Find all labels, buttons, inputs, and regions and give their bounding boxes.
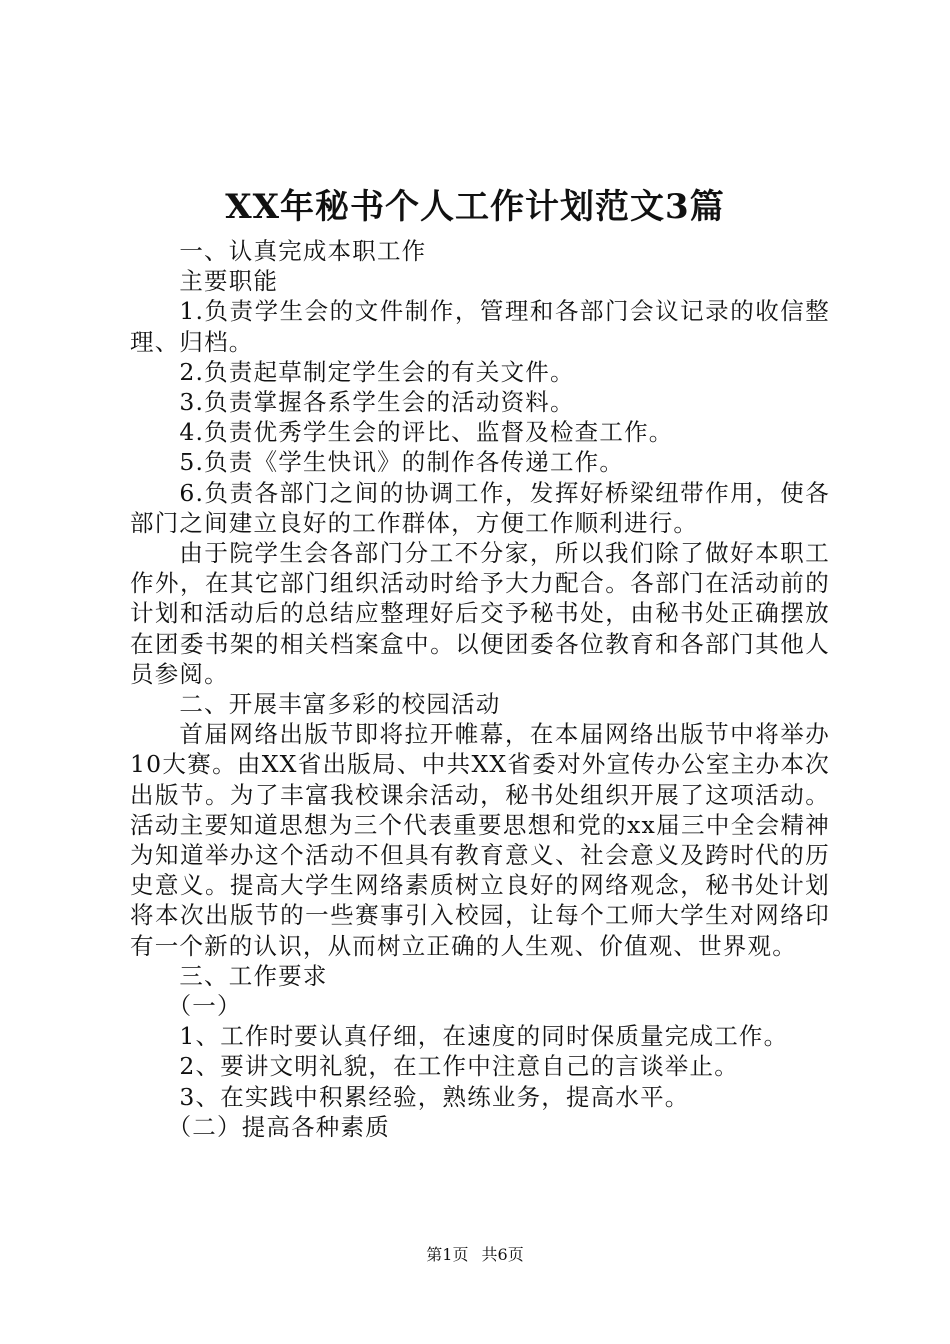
duty-item-2: 2.负责起草制定学生会的有关文件。 [179, 357, 575, 386]
requirement-item-3: 3、在实践中积累经验，熟练业务，提高水平。 [179, 1082, 690, 1111]
duty-item-1: 1.负责学生会的文件制作，管理和各部门会议记录的收信整理、归档。 [130, 297, 830, 356]
duty-item-3: 3.负责掌握各系学生会的活动资料。 [179, 388, 575, 417]
page-total: 共6页 [481, 1245, 524, 1264]
subheading-main-duties: 主要职能 [179, 267, 279, 296]
paragraph-cooperation: 由于院学生会各部门分工不分家，所以我们除了做好本职工作外，在其它部门组织活动时给予大力配合。各部门在活动前的计划和活动后的总结应整理好后交予秘书处，由秘书处正确摆放在团委书架的相关档案盒中。以便团委各位教育和各部门其他人员参阅。 [130, 539, 830, 688]
subsection-1-label: （一） [167, 992, 242, 1021]
page-footer [0, 1244, 950, 1266]
page-number: 第1页 [426, 1245, 469, 1264]
duty-item-6: 6.负责各部门之间的协调工作，发挥好桥梁纽带作用，使各部门之间建立良好的工作群体，方便工作顺利进行。 [130, 478, 830, 537]
section-heading-3: 三、工作要求 [179, 961, 328, 990]
requirement-item-2: 2、要讲文明礼貌，在工作中注意自己的言谈举止。 [179, 1052, 739, 1081]
document-body [130, 236, 830, 1142]
duty-item-4: 4.负责优秀学生会的评比、监督及检查工作。 [179, 418, 674, 447]
section-heading-1: 一、认真完成本职工作 [179, 237, 427, 265]
section-heading-2: 二、开展丰富多彩的校园活动 [179, 690, 501, 719]
duty-item-5: 5.负责《学生快讯》的制作各传递工作。 [179, 448, 625, 477]
requirement-item-1: 1、工作时要认真仔细，在速度的同时保质量完成工作。 [179, 1022, 789, 1051]
document-title: XX年秘书个人工作计划范文3篇 [225, 187, 725, 227]
paragraph-publishing-festival: 首届网络出版节即将拉开帷幕，在本届网络出版节中将举办10大赛。由XX省出版局、中共XX省委对外宣传办公室主办本次出版节。为了丰富我校课余活动，秘书处组织开展了这项活动。活动主要知道思想为三个代表重要思想和党的xx届三中全会精神为知道举办这个活动不但具有教育意义、社会意义及跨时代的历史意义。提高大学生网络素质树立良好的网络观念，秘书处计划将本次出版节的一些赛事引入校园，让每个工师大学生对网络印有一个新的认识，从而树立正确的人生观、价值观、世界观。 [130, 720, 830, 960]
subsection-2-heading: （二）提高各种素质 [167, 1112, 390, 1141]
